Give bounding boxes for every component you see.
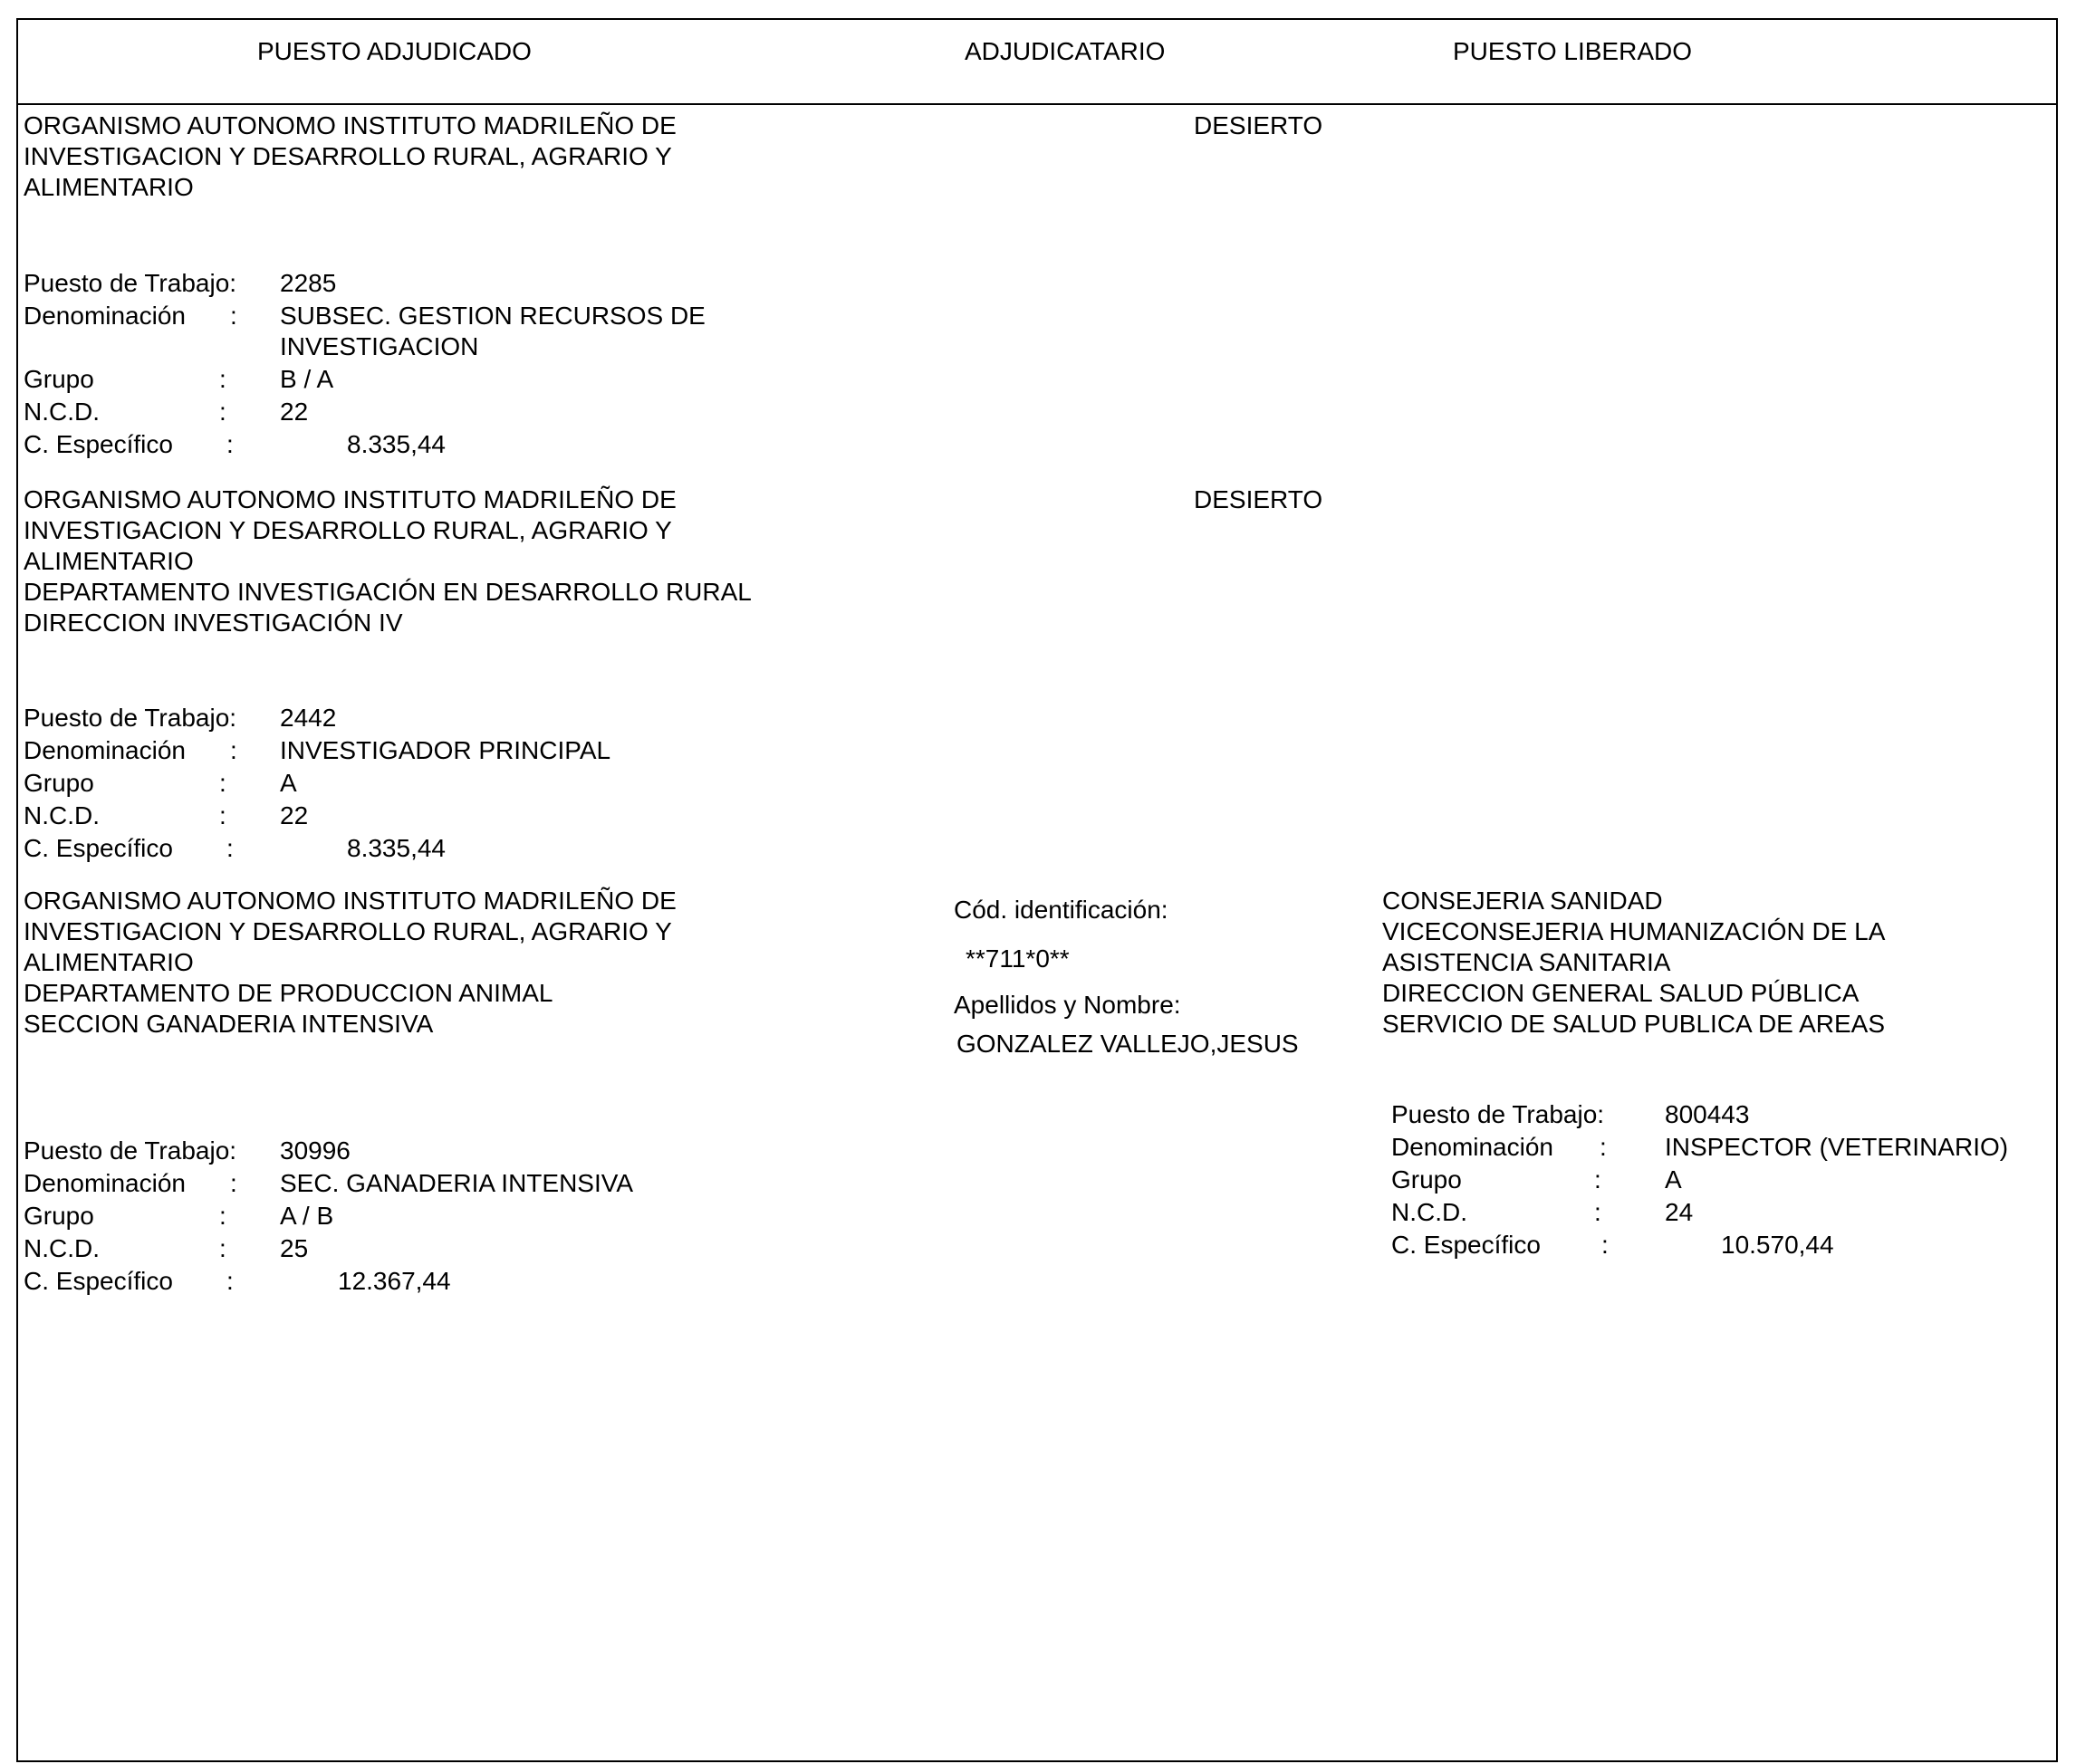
label-especifico: C. Específico	[24, 1267, 173, 1295]
puesto-value: 800443	[1665, 1100, 1750, 1128]
header-puesto-liberado: PUESTO LIBERADO	[1453, 37, 1693, 65]
especifico-value: 8.335,44	[347, 834, 446, 862]
label-ncd: N.C.D.	[24, 398, 100, 426]
colon: :	[226, 834, 234, 862]
cod-identificacion-value: **711*0**	[966, 944, 1070, 973]
denominacion-value: INVESTIGADOR PRINCIPAL	[280, 736, 611, 764]
colon: :	[1594, 1198, 1601, 1226]
label-denominacion: Denominación	[1391, 1133, 1553, 1161]
apellidos-nombre-label: Apellidos y Nombre:	[954, 991, 1181, 1019]
colon: :	[226, 430, 234, 458]
entry2-adjudicatario: DESIERTO	[1194, 485, 1323, 513]
denominacion-value: INSPECTOR (VETERINARIO)	[1665, 1133, 2009, 1161]
ncd-value: 25	[280, 1234, 309, 1262]
label-ncd: N.C.D.	[24, 801, 100, 829]
label-denominacion: Denominación	[24, 302, 186, 330]
liberado-fields	[1391, 1099, 2043, 1262]
label-puesto: Puesto de Trabajo:	[24, 1136, 237, 1165]
label-puesto: Puesto de Trabajo:	[1391, 1100, 1605, 1128]
puesto-value: 2285	[280, 269, 337, 297]
label-denominacion: Denominación	[24, 736, 186, 764]
label-denominacion: Denominación	[24, 1169, 186, 1197]
puesto-value: 2442	[280, 704, 337, 732]
label-ncd: N.C.D.	[1391, 1198, 1467, 1226]
grupo-value: A	[1665, 1165, 1682, 1194]
apellidos-nombre-value: GONZALEZ VALLEJO,JESUS	[956, 1030, 1299, 1058]
colon: :	[1600, 1133, 1607, 1161]
header-divider	[16, 103, 2058, 105]
denominacion-value: SUBSEC. GESTION RECURSOS DE INVESTIGACION	[280, 302, 706, 360]
entry2-fields	[24, 703, 839, 866]
label-puesto: Puesto de Trabajo:	[24, 269, 237, 297]
liberado-organismo: CONSEJERIA SANIDAD VICECONSEJERIA HUMANIZACIÓN DE LA ASISTENCIA SANITARIA DIRECCION GENERAL SALUD PÚBLICA SERVICIO DE SALUD PUBLICA DE AREAS	[1382, 887, 1886, 1038]
grupo-value: B / A	[280, 365, 334, 393]
label-grupo: Grupo	[1391, 1165, 1462, 1194]
colon: :	[1594, 1165, 1601, 1194]
entry3-organismo: ORGANISMO AUTONOMO INSTITUTO MADRILEÑO DE INVESTIGACION Y DESARROLLO RURAL, AGRARIO Y ALIMENTARIO DEPARTAMENTO DE PRODUCCION ANIMAL SECCION GANADERIA INTENSIVA	[24, 887, 677, 1038]
denominacion-value: SEC. GANADERIA INTENSIVA	[280, 1169, 634, 1197]
especifico-value: 8.335,44	[347, 430, 446, 458]
especifico-value: 12.367,44	[338, 1267, 451, 1295]
label-grupo: Grupo	[24, 365, 94, 393]
ncd-value: 22	[280, 398, 309, 426]
colon: :	[219, 1202, 226, 1230]
header-puesto-adjudicado: PUESTO ADJUDICADO	[257, 37, 532, 65]
entry2-organismo: ORGANISMO AUTONOMO INSTITUTO MADRILEÑO DE INVESTIGACION Y DESARROLLO RURAL, AGRARIO Y ALIMENTARIO DEPARTAMENTO INVESTIGACIÓN EN DESARROLLO RURAL DIRECCION INVESTIGACIÓN IV	[24, 485, 752, 637]
label-puesto: Puesto de Trabajo:	[24, 704, 237, 732]
grupo-value: A	[280, 769, 297, 797]
colon: :	[230, 1169, 237, 1197]
colon: :	[219, 801, 226, 829]
colon: :	[219, 1234, 226, 1262]
label-ncd: N.C.D.	[24, 1234, 100, 1262]
entry1-fields	[24, 268, 839, 462]
colon: :	[219, 365, 226, 393]
colon: :	[219, 769, 226, 797]
label-especifico: C. Específico	[24, 834, 173, 862]
ncd-value: 22	[280, 801, 309, 829]
label-grupo: Grupo	[24, 1202, 94, 1230]
colon: :	[230, 302, 237, 330]
especifico-value: 10.570,44	[1721, 1231, 1834, 1259]
puesto-value: 30996	[280, 1136, 351, 1165]
colon: :	[226, 1267, 234, 1295]
colon: :	[219, 398, 226, 426]
ncd-value: 24	[1665, 1198, 1694, 1226]
entry1-adjudicatario: DESIERTO	[1194, 111, 1323, 139]
colon: :	[1601, 1231, 1609, 1259]
label-especifico: C. Específico	[1391, 1231, 1541, 1259]
colon: :	[230, 736, 237, 764]
entry3-fields	[24, 1136, 839, 1299]
header-adjudicatario: ADJUDICATARIO	[965, 37, 1166, 65]
label-grupo: Grupo	[24, 769, 94, 797]
grupo-value: A / B	[280, 1202, 334, 1230]
cod-identificacion-label: Cód. identificación:	[954, 896, 1168, 924]
label-especifico: C. Específico	[24, 430, 173, 458]
entry1-organismo: ORGANISMO AUTONOMO INSTITUTO MADRILEÑO DE INVESTIGACION Y DESARROLLO RURAL, AGRARIO Y ALIMENTARIO	[24, 111, 677, 201]
